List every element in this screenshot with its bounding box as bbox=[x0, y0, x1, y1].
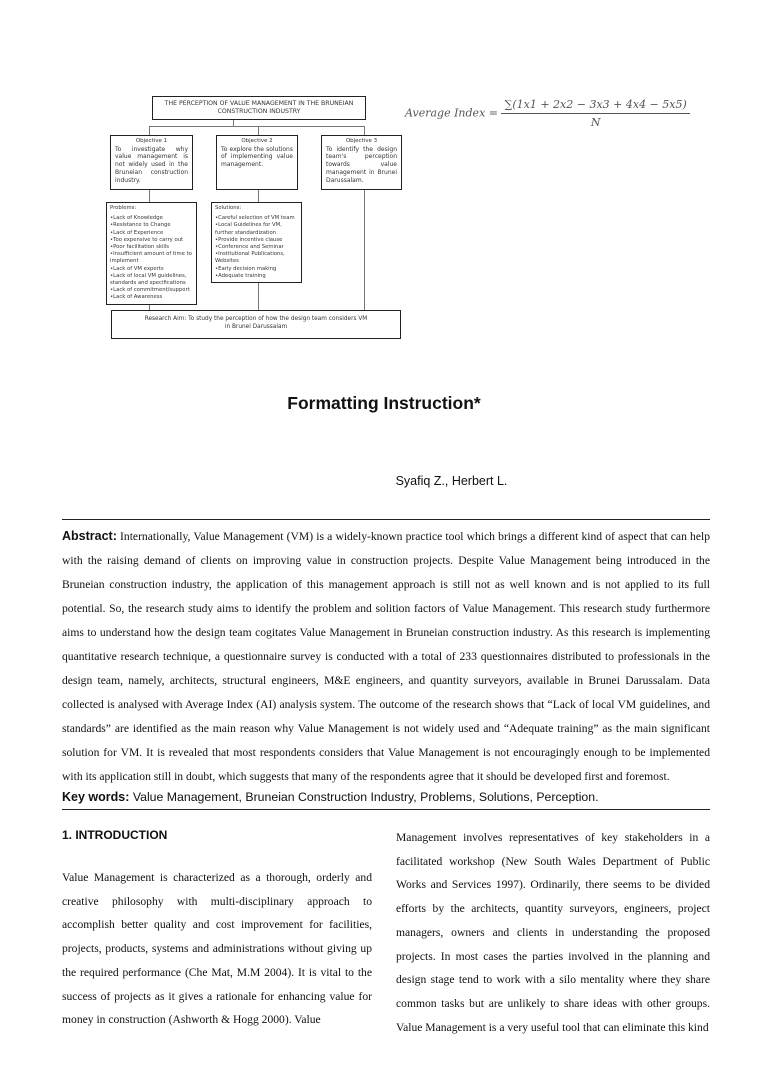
diagram-main-title: THE PERCEPTION OF VALUE MANAGEMENT IN THE BRUNEIAN CONSTRUCTION INDUSTRY bbox=[152, 96, 366, 120]
diagram-list-item: •Early decision making bbox=[215, 265, 277, 272]
solutions-box bbox=[211, 202, 302, 283]
diagram-list-item: •Insufficient amount of time to implement bbox=[110, 251, 192, 265]
formula-numerator: ∑(1x1 + 2x2 − 3x3 + 4x4 − 5x5) bbox=[501, 98, 689, 114]
paper-title: Formatting Instruction* bbox=[287, 393, 481, 413]
diagram-list-item: •Lack of commitment/support bbox=[110, 287, 190, 294]
diagram-list-item: •Adequate training bbox=[215, 272, 266, 279]
keywords bbox=[62, 789, 710, 806]
abstract-text: Internationally, Value Management (VM) is a widely-known practice tool which brings a different kind of aspect that can help with the raising demand of clients on improving value in construction projects. Despite Value Management being introduced in the Bruneian construction industry, the application of this management approach is still not as well known and is not applied to its full potential. So, the research study aims to identify the problem and solition factors of Value Management. This research study furthermore aims to understand how the design team cogitates Value Management in Bruneian construction industry. As this research is implementing quantitative research technique, a questionnaire survey is conducted with a total of 233 questionnaires distributed to professionals in the design team, namely, architects, structural engineers, M&E engineers, and quantity surveyors, available in Brunei Darussalam. Data collected is analysed with Average Index (AI) analysis system. The outcome of the research shows that “Lack of local VM guidelines, and standards” are identified as the main reason why Value Management is not widely used and “Adequate training” as the main significant solution for VM. It is revealed that most respondents considers that Value Management is not encouragingly enough to be implemented with its application still in doubt, which suggests that many of the respondents agree that it should be developed first and foremost. bbox=[62, 530, 710, 783]
diagram-list-item: •Institutional Publications, Websites bbox=[215, 251, 285, 265]
objective-title: Objective 3 bbox=[345, 138, 378, 144]
problems-box bbox=[106, 202, 197, 305]
objective-text: To identify the design team's perception towards value management in Brunei Darussalam. bbox=[326, 145, 397, 184]
abstract-block bbox=[62, 519, 710, 810]
diagram-list-item: •Poor facilitation skills bbox=[110, 244, 170, 251]
formula-label: Average Index = bbox=[405, 106, 498, 120]
diagram-list-item: •Local Guidelines for VM, further standardization bbox=[215, 222, 282, 236]
objective-text: To investigate why value management is not widely used in the Bruneian construction industry. bbox=[115, 145, 188, 184]
section-heading: 1. INTRODUCTION bbox=[62, 828, 168, 842]
solutions-title: Solutions: bbox=[215, 205, 242, 211]
diagram-list-item: •Too expensive to carry out bbox=[110, 236, 184, 243]
diagram-list-item: •Conference and Seminar bbox=[215, 244, 284, 251]
keywords-label: Key words: bbox=[62, 790, 130, 804]
objective-2-box bbox=[216, 135, 298, 190]
research-aim-box: Research Aim: To study the perception of how the design team considers VM in Brunei Darussalam bbox=[111, 310, 401, 339]
diagram-list-item: •Lack of VM experts bbox=[110, 265, 164, 272]
keywords-text: Value Management, Bruneian Construction Industry, Problems, Solutions, Perception. bbox=[132, 790, 599, 804]
objective-1-box bbox=[110, 135, 193, 190]
average-index-formula bbox=[405, 98, 690, 129]
diagram-list-item: •Provide incentive clause bbox=[215, 236, 283, 243]
objective-text: To explore the solutions of implementing value management. bbox=[221, 145, 293, 169]
formula-denominator: N bbox=[590, 116, 601, 129]
left-column-text: Value Management is characterized as a thorough, orderly and creative philosophy with multi-disciplinary approach to accomplish better quality and cost improvement for facilities, projects, products, systems and administrations without giving up the required performance (Che Mat, M.M 2004). It is vital to the success of projects as it gives a rationale for enhancing value for money in construction (Ashworth & Hogg 2000). Value bbox=[62, 871, 372, 1027]
objective-title: Objective 2 bbox=[241, 138, 273, 144]
diagram-list-item: •Lack of Knowledge bbox=[110, 215, 163, 222]
objective-title: Objective 1 bbox=[135, 138, 168, 144]
diagram-list-item: •Lack of Awareness bbox=[110, 294, 163, 301]
abstract-label: Abstract: bbox=[62, 529, 117, 543]
diagram-list-item: •Resistance to Change bbox=[110, 222, 171, 229]
right-column-text: Management involves representatives of key stakeholders in a facilitated workshop (New South Wales Department of Public Works and Services 1997). Ordinarily, there seems to be divided efforts by the architects, quantity surveyors, engineers, project managers, owners and clients in understanding the proposed projects. In most cases the parties involved in the planning and design stage tend to work with a silo mentality where they share common tasks but are unlikely to share ideas with other groups. Value Management is a very useful tool that can eliminate this kind bbox=[396, 831, 710, 1034]
problems-title: Problems: bbox=[110, 205, 137, 211]
abstract bbox=[62, 524, 710, 789]
diagram-list-item: •Careful selection of VM team bbox=[215, 215, 295, 222]
diagram-list-item: •Lack of local VM guidelines, standards and specifications bbox=[110, 272, 187, 287]
authors: Syafiq Z., Herbert L. bbox=[395, 474, 508, 488]
diagram-list-item: •Lack of Experience bbox=[110, 229, 164, 236]
objective-3-box bbox=[321, 135, 402, 190]
